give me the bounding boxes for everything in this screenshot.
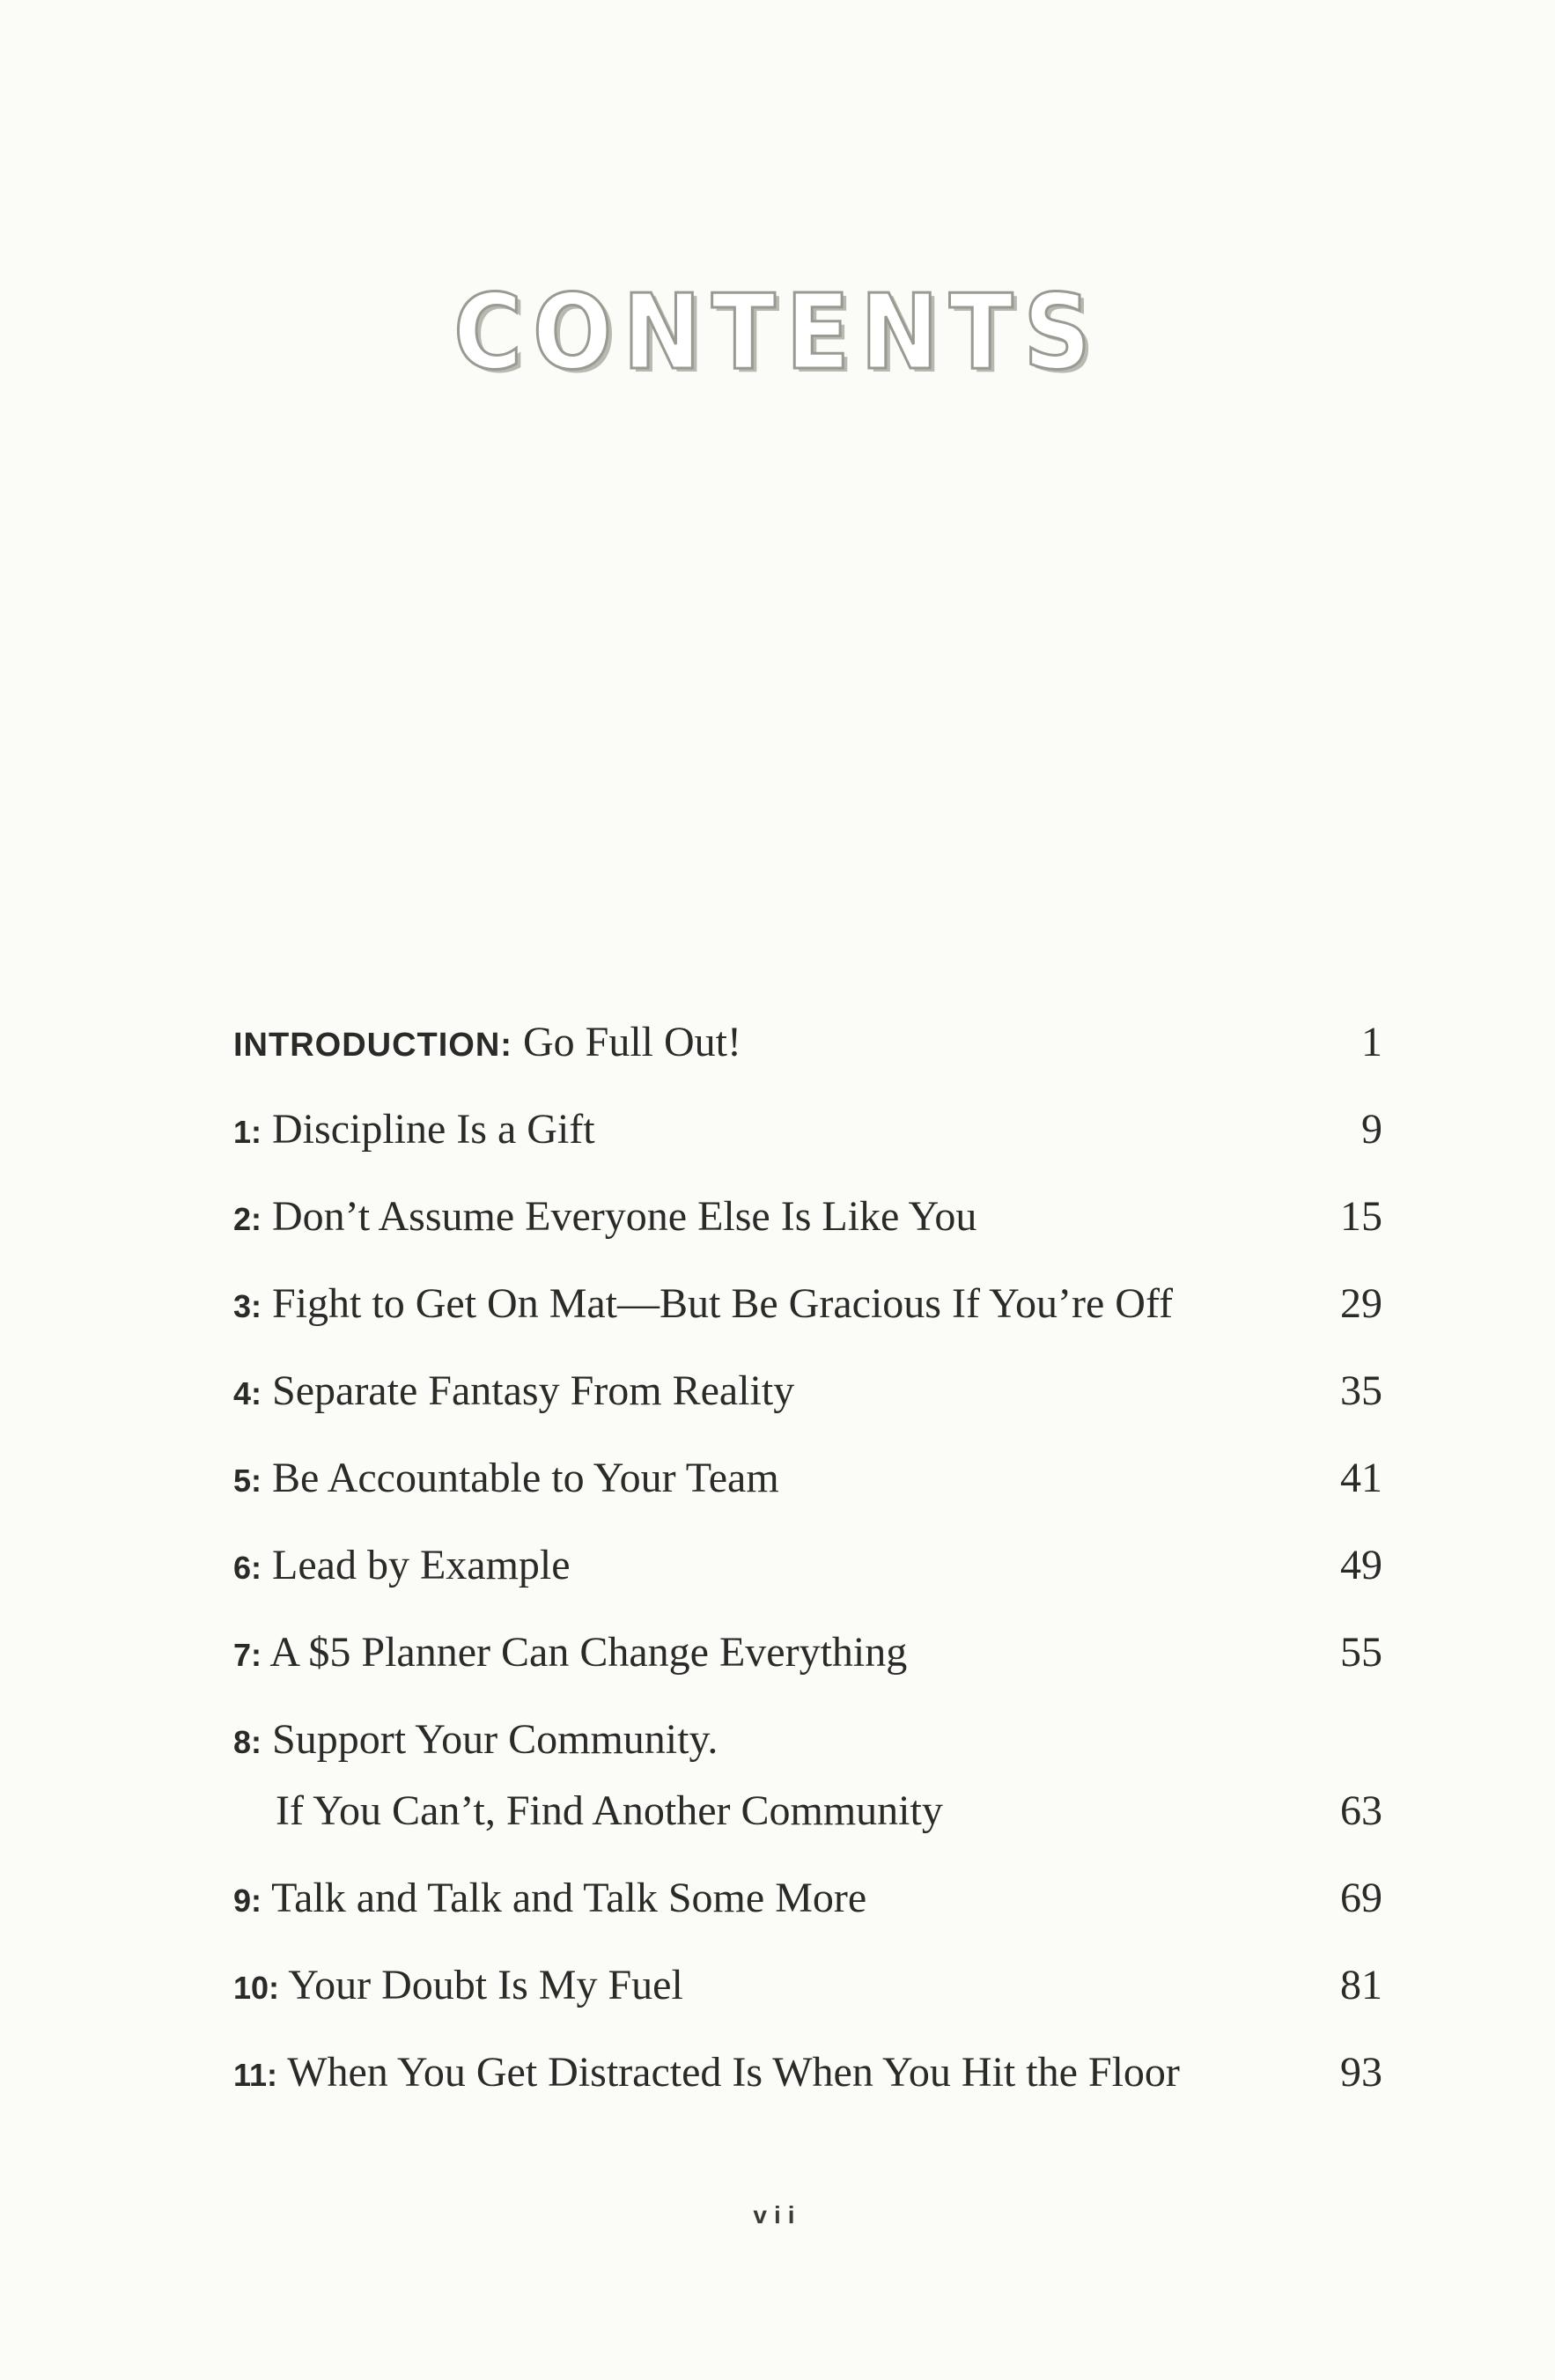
toc-entry-number: 10: bbox=[233, 1970, 280, 2006]
toc-entry-number: 4: bbox=[233, 1375, 262, 1411]
toc-entry-chapter-7 bbox=[233, 1621, 1382, 1708]
toc-entry-page: 93 bbox=[1340, 2049, 1382, 2096]
toc-entry-title: Your Doubt Is My Fuel bbox=[288, 1962, 683, 2008]
table-of-contents bbox=[233, 1011, 1382, 2128]
toc-entry-chapter-6 bbox=[233, 1534, 1382, 1621]
toc-entry-title: Fight to Get On Mat—But Be Gracious If You’re Off bbox=[272, 1280, 1174, 1327]
toc-entry-number: 1: bbox=[233, 1114, 262, 1150]
contents-heading: CONTENTS bbox=[453, 271, 1102, 393]
toc-entry-introduction bbox=[233, 1011, 1382, 1098]
toc-entry-number: 6: bbox=[233, 1550, 262, 1586]
toc-entry-title: Separate Fantasy From Reality bbox=[272, 1367, 795, 1414]
toc-entry-page: 1 bbox=[1361, 1019, 1382, 1065]
toc-entry-number: 11: bbox=[233, 2057, 278, 2093]
page-number-folio: vii bbox=[753, 2201, 802, 2229]
toc-entry-title: Talk and Talk and Talk Some More bbox=[271, 1875, 867, 1921]
toc-entry-title: Don’t Assume Everyone Else Is Like You bbox=[272, 1193, 977, 1240]
toc-entry-chapter-8 bbox=[233, 1708, 1382, 1867]
toc-entry-page: 35 bbox=[1340, 1367, 1382, 1414]
toc-entry-title-continued: If You Can’t, Find Another Community bbox=[276, 1787, 943, 1834]
toc-entry-page: 41 bbox=[1340, 1455, 1382, 1501]
toc-entry-chapter-2 bbox=[233, 1185, 1382, 1272]
toc-entry-title: When You Get Distracted Is When You Hit the Floor bbox=[287, 2049, 1180, 2096]
toc-entry-chapter-1 bbox=[233, 1098, 1382, 1185]
toc-entry-chapter-11 bbox=[233, 2041, 1382, 2128]
toc-entry-page: 63 bbox=[1340, 1787, 1382, 1834]
toc-entry-number: 9: bbox=[233, 1883, 262, 1919]
toc-entry-title: Support Your Community. bbox=[272, 1716, 719, 1763]
toc-entry-title: A $5 Planner Can Change Everything bbox=[269, 1629, 908, 1676]
toc-entry-number: 7: bbox=[233, 1637, 262, 1673]
toc-entry-chapter-3 bbox=[233, 1272, 1382, 1359]
toc-entry-chapter-5 bbox=[233, 1447, 1382, 1534]
toc-entry-number: 3: bbox=[233, 1288, 262, 1324]
toc-entry-page: 9 bbox=[1361, 1106, 1382, 1153]
toc-entry-page: 15 bbox=[1340, 1193, 1382, 1240]
toc-entry-number: 2: bbox=[233, 1201, 262, 1237]
toc-entry-number: INTRODUCTION: bbox=[233, 1027, 512, 1064]
toc-entry-title: Be Accountable to Your Team bbox=[272, 1455, 779, 1501]
toc-entry-title: Lead by Example bbox=[272, 1542, 571, 1588]
toc-entry-chapter-9 bbox=[233, 1867, 1382, 1954]
toc-entry-chapter-10 bbox=[233, 1954, 1382, 2041]
toc-entry-title: Discipline Is a Gift bbox=[272, 1106, 595, 1153]
toc-entry-chapter-4 bbox=[233, 1359, 1382, 1447]
toc-entry-page: 81 bbox=[1340, 1962, 1382, 2008]
toc-entry-number: 8: bbox=[233, 1724, 262, 1760]
toc-entry-page: 29 bbox=[1340, 1280, 1382, 1327]
toc-entry-page: 49 bbox=[1340, 1542, 1382, 1588]
toc-entry-number: 5: bbox=[233, 1463, 262, 1499]
toc-entry-title: Go Full Out! bbox=[522, 1019, 741, 1065]
toc-entry-page: 69 bbox=[1340, 1875, 1382, 1921]
toc-entry-page: 55 bbox=[1340, 1629, 1382, 1676]
